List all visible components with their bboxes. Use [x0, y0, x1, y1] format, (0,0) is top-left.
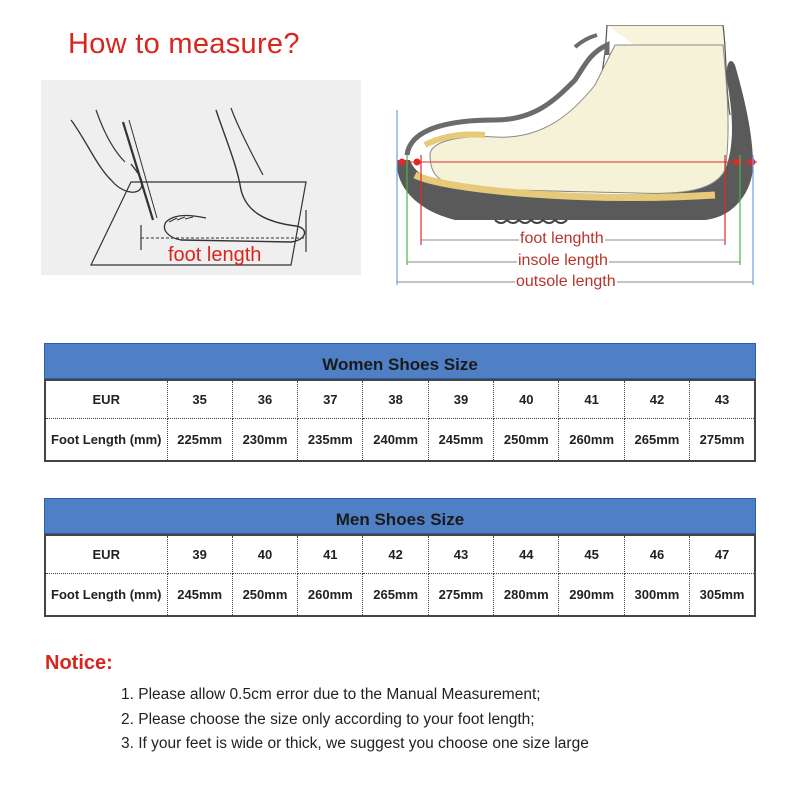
- men-table-header: [44, 498, 756, 534]
- men-mm-cell: 290mm: [559, 574, 624, 617]
- women-mm-cell: 230mm: [232, 419, 297, 462]
- women-eur-cell: 40: [494, 380, 559, 419]
- men-mm-cell: 250mm: [232, 574, 297, 617]
- men-eur-label: EUR: [45, 535, 167, 574]
- women-eur-cell: 42: [624, 380, 689, 419]
- shoe-insole-length-label: insole length: [518, 252, 608, 269]
- women-eur-cell: 41: [559, 380, 624, 419]
- men-eur-cell: 41: [298, 535, 363, 574]
- men-eur-cell: 40: [232, 535, 297, 574]
- men-mm-cell: 300mm: [624, 574, 689, 617]
- notice-list: [121, 683, 589, 757]
- women-table-header: [44, 343, 756, 379]
- notice-item: 3. If your feet is wide or thick, we suggest you choose one size large: [121, 735, 589, 752]
- shoe-outsole-length-label: outsole length: [516, 273, 616, 290]
- notice-item: 1. Please allow 0.5cm error due to the Manual Measurement;: [121, 686, 541, 703]
- men-eur-cell: 46: [624, 535, 689, 574]
- shoe-foot-length-label: foot lenghth: [520, 230, 604, 247]
- women-eur-cell: 36: [232, 380, 297, 419]
- men-mm-cell: 265mm: [363, 574, 428, 617]
- men-mm-cell: 280mm: [494, 574, 559, 617]
- foot-length-label: foot length: [168, 244, 262, 266]
- men-foot-length-label: Foot Length (mm): [45, 574, 167, 617]
- women-mm-cell: 240mm: [363, 419, 428, 462]
- men-mm-cell: 245mm: [167, 574, 232, 617]
- men-size-table: [44, 498, 756, 617]
- women-mm-cell: 235mm: [298, 419, 363, 462]
- shoe-length-diagram: [385, 25, 770, 315]
- women-mm-cell: 225mm: [167, 419, 232, 462]
- men-mm-cell: 305mm: [690, 574, 755, 617]
- men-eur-cell: 47: [690, 535, 755, 574]
- women-table-title: Women Shoes Size: [322, 355, 478, 374]
- men-eur-cell: 44: [494, 535, 559, 574]
- notice-item: 2. Please choose the size only according to your foot length;: [121, 710, 535, 728]
- women-mm-cell: 245mm: [428, 419, 493, 462]
- women-eur-cell: 39: [428, 380, 493, 419]
- page-title: How to measure?: [68, 28, 300, 60]
- men-mm-cell: 275mm: [428, 574, 493, 617]
- men-eur-cell: 39: [167, 535, 232, 574]
- women-mm-cell: 250mm: [494, 419, 559, 462]
- women-mm-cell: 265mm: [624, 419, 689, 462]
- women-foot-length-label: Foot Length (mm): [45, 419, 167, 462]
- women-eur-cell: 35: [167, 380, 232, 419]
- notice-title: Notice:: [45, 652, 113, 674]
- men-eur-cell: 43: [428, 535, 493, 574]
- women-mm-cell: 260mm: [559, 419, 624, 462]
- women-mm-cell: 275mm: [690, 419, 755, 462]
- women-eur-cell: 43: [690, 380, 755, 419]
- women-size-table: [44, 343, 756, 462]
- women-eur-label: EUR: [45, 380, 167, 419]
- men-eur-cell: 42: [363, 535, 428, 574]
- women-eur-cell: 37: [298, 380, 363, 419]
- women-eur-cell: 38: [363, 380, 428, 419]
- men-table-title: Men Shoes Size: [335, 510, 465, 529]
- men-mm-cell: 260mm: [298, 574, 363, 617]
- men-eur-cell: 45: [559, 535, 624, 574]
